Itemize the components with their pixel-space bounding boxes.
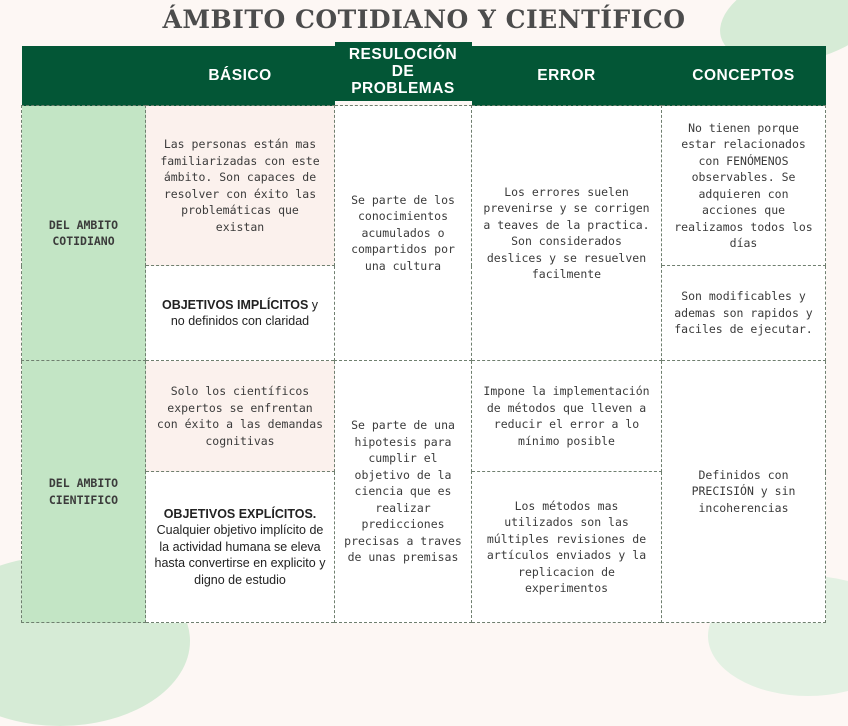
- page-title: ÁMBITO COTIDIANO Y CIENTÍFICO: [162, 5, 686, 34]
- cotidiano-objetivos-bold: OBJETIVOS IMPLÍCITOS: [161, 297, 309, 312]
- cientifico-error-top: Impone la implementación de métodos que lleven a reducir el error a lo mínimo posible: [472, 361, 662, 472]
- row-label-cotidiano: DEL AMBITO COTIDIANO: [22, 106, 146, 361]
- header-row: [22, 46, 826, 106]
- table-row: [22, 106, 826, 266]
- header-conceptos: CONCEPTOS: [662, 46, 826, 106]
- cientifico-basico-top: Solo los científicos expertos se enfrentan con éxito a las demandas cognitivas: [146, 361, 335, 472]
- cientifico-conceptos: Definidos con PRECISIÓN y sin incoherencias: [662, 361, 826, 623]
- cotidiano-conceptos-bottom: Son modificables y ademas son rapidos y faciles de ejecutar.: [662, 266, 826, 361]
- header-resolucion: RESULOCIÓN DE PROBLEMAS: [335, 42, 472, 102]
- header-empty: [22, 46, 146, 106]
- header-basico: BÁSICO: [146, 46, 335, 106]
- cotidiano-basico-bottom: [146, 266, 335, 361]
- cientifico-objetivos-bold: OBJETIVOS EXPLÍCITOS.: [163, 506, 317, 521]
- cotidiano-error: Los errores suelen prevenirse y se corrigen a teaves de la practica. Son considerados deslices y se resuelven facilmente: [472, 106, 662, 361]
- cientifico-error-bottom: Los métodos mas utilizados son las múltiples revisiones de artículos enviados y la replicacion de experimentos: [472, 472, 662, 623]
- row-label-cientifico: DEL AMBITO CIENTIFICO: [22, 361, 146, 623]
- cientifico-resolucion: Se parte de una hipotesis para cumplir el objetivo de la ciencia que es realizar predicciones precisas a traves de unas premisas: [335, 361, 472, 623]
- header-error: ERROR: [472, 46, 662, 106]
- cotidiano-resolucion: Se parte de los conocimientos acumulados o compartidos por una cultura: [335, 106, 472, 361]
- table-row: [22, 361, 826, 472]
- comparison-table: [21, 46, 826, 623]
- cotidiano-basico-top: Las personas están mas familiarizadas con este ámbito. Son capaces de resolver con éxito las problemáticas que existan: [146, 106, 335, 266]
- cientifico-basico-bottom: [146, 472, 335, 623]
- cotidiano-objetivos-rest: y no definidos con claridad: [170, 297, 319, 328]
- cotidiano-conceptos-top: No tienen porque estar relacionados con FENÓMENOS observables. Se adquieren con acciones que realizamos todos los días: [662, 106, 826, 266]
- cientifico-objetivos-rest: Cualquier objetivo implícito de la actividad humana se eleva hasta convertirse en explicito y digno de estudio: [154, 523, 326, 587]
